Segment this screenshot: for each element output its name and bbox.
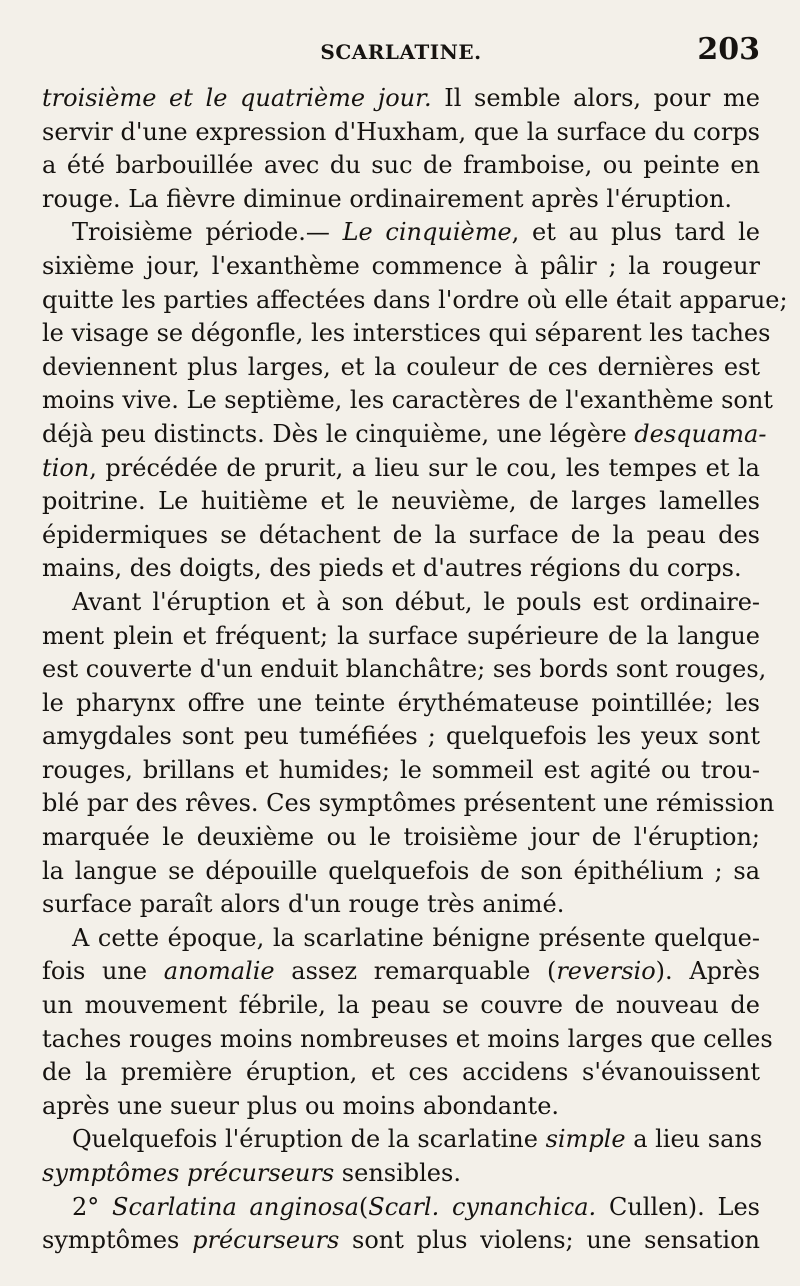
page-header: [42, 32, 760, 82]
text-segment: sont plus violens; une sensation: [339, 1226, 760, 1255]
text-line: [42, 787, 775, 821]
text-segment: Cullen). Les: [596, 1192, 761, 1221]
text-segment: quitte les parties affectées dans l'ordre où elle était apparue;: [42, 285, 788, 314]
text-line: [42, 821, 760, 855]
text-segment: taches rouges moins nombreuses et moins larges que celles: [42, 1024, 773, 1053]
text-line: [42, 1023, 773, 1057]
text-segment: , et au plus tard le: [511, 218, 760, 247]
text-segment: mains, des doigts, des pieds et d'autres régions du corps.: [42, 554, 742, 583]
text-segment: déjà peu distincts. Dès le cinquième, une légère: [42, 419, 635, 448]
text-line: [42, 82, 760, 116]
text-line: [42, 1090, 760, 1124]
italic-text: Scarl. cynanchica.: [368, 1192, 597, 1221]
text-segment: est couverte d'un enduit blanchâtre; ses bords sont rouges,: [42, 655, 767, 684]
text-line: [42, 552, 760, 586]
italic-text: desquama-: [634, 419, 767, 448]
text-segment: a lieu sans: [625, 1125, 763, 1154]
text-line: [42, 116, 760, 150]
text-segment: sixième jour, l'exanthème commence à pâlir ; la rougeur: [42, 251, 760, 280]
italic-text: Le cinquième: [342, 218, 512, 247]
text-line: [42, 687, 760, 721]
italic-text: tion: [42, 453, 90, 482]
body-text: [42, 82, 788, 1258]
text-segment: ment plein et fréquent; la surface supérieure de la langue: [42, 621, 760, 650]
text-segment: poitrine. Le huitième et le neuvième, de larges lamelles: [42, 487, 760, 516]
text-line: [42, 519, 760, 553]
text-line: [42, 216, 760, 250]
text-segment: blé par des rêves. Ces symptômes présentent une rémission: [42, 789, 775, 818]
text-segment: épidermiques se détachent de la surface de la peau des: [42, 520, 760, 549]
italic-text: simple: [545, 1125, 626, 1154]
text-segment: deviennent plus larges, et la couleur de ces dernières est: [42, 352, 760, 381]
text-segment: moins vive. Le septième, les caractères de l'exanthème sont: [42, 386, 773, 415]
italic-text: Scarlatina anginosa: [112, 1192, 359, 1221]
text-line: [42, 351, 760, 385]
text-line: [42, 183, 760, 217]
text-segment: sensibles.: [334, 1159, 461, 1187]
italic-text: anomalie: [163, 957, 275, 986]
text-segment: rouges, brillans et humides; le sommeil est agité ou trou-: [42, 755, 760, 784]
text-line: [42, 1191, 760, 1225]
text-segment: , précédée de prurit, a lieu sur le cou, les tempes et la: [89, 453, 760, 482]
text-line: [42, 620, 760, 654]
text-segment: 2°: [72, 1192, 113, 1221]
text-segment: rouge. La fièvre diminue ordinairement après l'éruption.: [42, 184, 733, 213]
text-line: [42, 1123, 763, 1157]
text-line: [42, 284, 788, 318]
text-segment: surface paraît alors d'un rouge très animé.: [42, 890, 565, 919]
running-head: SCARLATINE.: [320, 40, 482, 64]
italic-text: reversio: [556, 957, 656, 986]
text-segment: Quelquefois l'éruption de la scarlatine: [72, 1125, 546, 1154]
text-segment: la langue se dépouille quelquefois de son épithélium ; sa: [42, 856, 760, 885]
text-segment: (: [358, 1192, 369, 1221]
text-line: [42, 384, 773, 418]
text-segment: assez remarquable (: [274, 957, 557, 986]
text-segment: a été barbouillée avec du suc de framboise, ou peinte en: [42, 151, 760, 180]
text-segment: amygdales sont peu tuméfiées ; quelquefois les yeux sont: [42, 722, 760, 751]
text-segment: A cette époque, la scarlatine bénigne présente quelque-: [72, 923, 760, 952]
text-segment: Troisième période.—: [72, 218, 343, 247]
text-line: [42, 586, 760, 620]
text-segment: Avant l'éruption et à son début, le pouls est ordinaire-: [72, 587, 760, 616]
text-segment: après une sueur plus ou moins abondante.: [42, 1091, 560, 1120]
text-segment: symptômes: [42, 1226, 193, 1255]
text-line: [42, 452, 760, 486]
text-line: [42, 754, 760, 788]
text-line: [42, 922, 760, 956]
text-line: [42, 955, 760, 989]
text-line: [42, 1157, 760, 1191]
text-line: [42, 720, 760, 754]
text-segment: Il semble alors, pour me: [431, 84, 760, 112]
text-line: [42, 888, 760, 922]
italic-text: symptômes précurseurs: [42, 1159, 335, 1187]
text-line: [42, 149, 760, 183]
text-line: [42, 989, 760, 1023]
text-segment: marquée le deuxième ou le troisième jour de l'éruption;: [42, 823, 760, 852]
text-segment: le pharynx offre une teinte érythémateuse pointillée; les: [42, 688, 760, 717]
text-line: [42, 653, 767, 687]
text-segment: le visage se dégonfle, les interstices qui séparent les taches: [42, 319, 771, 348]
page-number: 203: [697, 32, 760, 67]
text-segment: servir d'une expression d'Huxham, que la surface du corps: [42, 117, 760, 146]
text-segment: un mouvement fébrile, la peau se couvre de nouveau de: [42, 991, 760, 1020]
text-line: [42, 1224, 760, 1258]
text-line: [42, 485, 760, 519]
italic-text: troisième et le quatrième jour.: [42, 84, 432, 112]
text-segment: ). Après: [655, 957, 761, 986]
text-line: [42, 317, 771, 351]
text-line: [42, 1056, 760, 1090]
text-segment: de la première éruption, et ces accidens s'évanouissent: [42, 1058, 760, 1087]
text-line: [42, 250, 760, 284]
text-segment: fois une: [42, 957, 164, 986]
italic-text: précurseurs: [192, 1226, 340, 1255]
text-line: [42, 418, 767, 452]
text-line: [42, 855, 760, 889]
